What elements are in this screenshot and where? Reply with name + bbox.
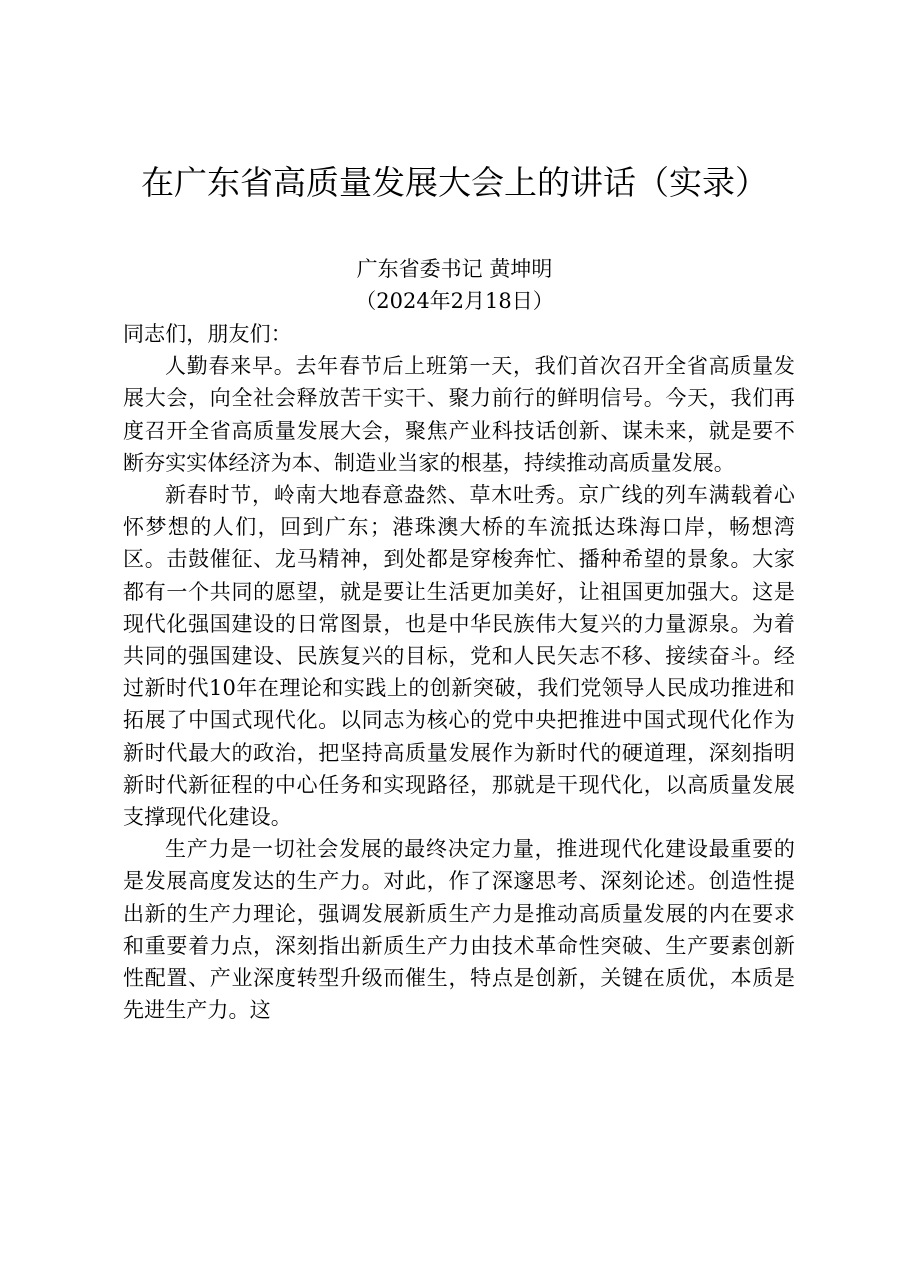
salutation: 同志们，朋友们： <box>123 322 292 346</box>
paragraph-2: 新春时节，岭南大地春意盎然、草木吐秀。京广线的列车满载着心怀梦想的人们，回到广东；港珠澳大桥的车流抵达珠海口岸，畅想湾区。击鼓催征、龙马精神，到处都是穿梭奔忙、播种希望的景象。大家都有一个共同的愿望，就是要让生活更加美好，让祖国更加强大。这是现代化强国建设的日常图景，也是中华民族伟大复兴的力量源泉。为着共同的强国建设、民族复兴的目标，党和人民矢志不移、接续奋斗。经过新时代10年在理论和实践上的创新突破，我们党领导人民成功推进和拓展了中国式现代化。以同志为核心的党中央把推进中国式现代化作为新时代最大的政治，把坚持高质量发展作为新时代的硬道理，深刻指明新时代新征程的中心任务和实现路径，那就是干现代化，以高质量发展支撑现代化建设。 <box>123 483 795 830</box>
document-author: 广东省委书记 黄坤明 <box>356 257 553 281</box>
paragraph-3: 生产力是一切社会发展的最终决定力量，推进现代化建设最重要的是发展高度发达的生产力。对此，作了深邃思考、深刻论述。创造性提出新的生产力理论，强调发展新质生产力是推动高质量发展的内在要求和重要着力点，深刻指出新质生产力由技术革命性突破、生产要素创新性配置、产业深度转型升级而催生，特点是创新，关键在质优，本质是先进生产力。这 <box>123 837 795 1023</box>
document-title: 在广东省高质量发展大会上的讲话（实录） <box>141 163 768 202</box>
document-body <box>123 318 795 1026</box>
document-date: （2024年2月18日） <box>355 289 554 313</box>
paragraph-1: 人勤春来早。去年春节后上班第一天，我们首次召开全省高质量发展大会，向全社会释放苦干实干、聚力前行的鲜明信号。今天，我们再度召开全省高质量发展大会，聚焦产业科技话创新、谋未来，就是要不断夯实实体经济为本、制造业当家的根基，持续推动高质量发展。 <box>123 354 795 475</box>
